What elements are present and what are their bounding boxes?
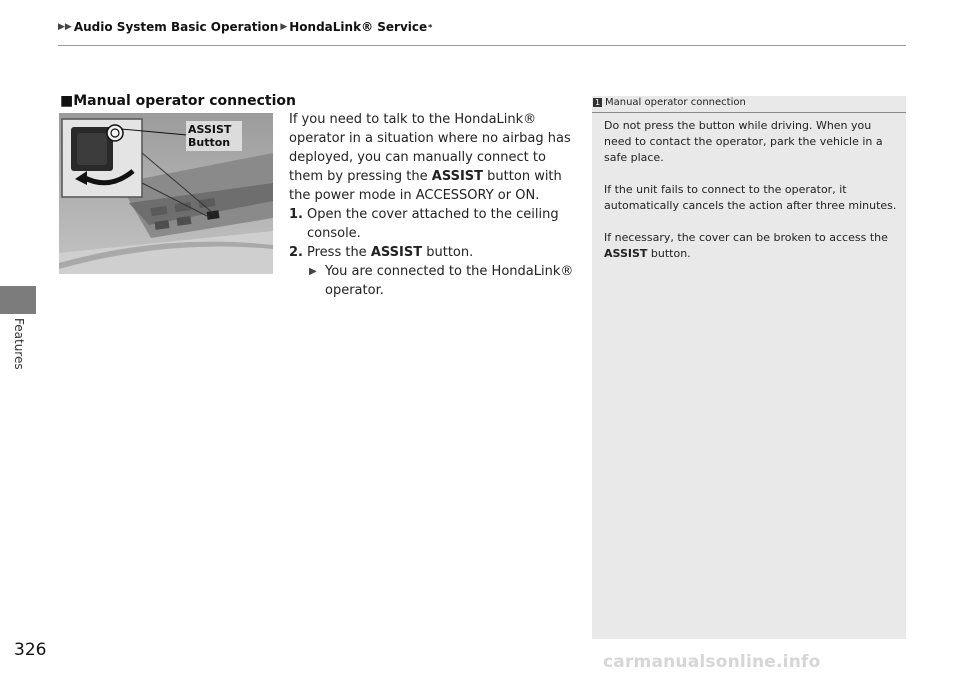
breadcrumb: [58, 20, 432, 34]
assist-term: ASSIST: [431, 169, 484, 184]
step-2-result: [289, 262, 579, 300]
note-paragraph-3: [604, 230, 900, 262]
ceiling-console-illustration: [59, 113, 273, 274]
note-header: [592, 97, 906, 108]
result-arrow-icon: ▶: [309, 266, 317, 277]
intro-paragraph: [289, 110, 579, 205]
step-2-text-end: button.: [422, 245, 474, 260]
assist-term: ASSIST: [370, 245, 423, 260]
step-1-number: 1.: [289, 207, 303, 222]
intro-text-end: button with the power mode in ACCESSORY or ON.: [289, 169, 562, 203]
step-2: [289, 243, 579, 262]
chapter-tab[interactable]: [0, 286, 36, 314]
assist-button-callout: [186, 121, 242, 151]
note-text-end: button.: [647, 247, 691, 260]
note-text: If necessary, the cover can be broken to access the: [604, 231, 888, 244]
breadcrumb-item-hondalink[interactable]: HondaLink® Service: [289, 20, 428, 34]
watermark: carmanualsonline.info: [603, 652, 821, 672]
header-divider: [58, 45, 906, 46]
note-paragraph-2: If the unit fails to connect to the operator, it automatically cancels the action after three minutes.: [604, 183, 897, 212]
result-text: You are connected to the HondaLink® operator.: [325, 264, 574, 298]
section-marker-icon: ■: [60, 93, 74, 109]
step-1: [289, 205, 579, 243]
step-1-text: Open the cover attached to the ceiling console.: [307, 207, 559, 241]
intro-text: If you need to talk to the HondaLink® operator in a situation where no airbag has deployed, you can manually connect to them by pressing the: [289, 112, 571, 184]
main-instructions: [289, 110, 579, 300]
section-title: [60, 93, 296, 109]
note-number-icon: 1: [594, 98, 601, 107]
note-divider: [592, 112, 906, 113]
assist-term: ASSIST: [604, 247, 648, 260]
breadcrumb-arrow-icon: ▶: [280, 22, 288, 32]
breadcrumb-arrow-icon: ▶▶: [58, 22, 72, 32]
note-title: Manual operator connection: [605, 97, 746, 108]
step-2-number: 2.: [289, 245, 303, 260]
section-title-text: Manual operator connection: [73, 93, 296, 109]
callout-line-2: Button: [188, 136, 231, 149]
availability-mark: *: [428, 22, 433, 32]
note-paragraph-1: Do not press the button while driving. When you need to contact the operator, park the vehicle in a safe place.: [604, 119, 883, 164]
callout-line-1: ASSIST: [188, 123, 232, 136]
chapter-label: Features: [12, 318, 26, 370]
breadcrumb-item-audio[interactable]: Audio System Basic Operation: [73, 20, 279, 34]
note-body: [604, 118, 900, 278]
step-2-text: Press the: [307, 245, 371, 260]
page-number: 326: [14, 640, 47, 660]
